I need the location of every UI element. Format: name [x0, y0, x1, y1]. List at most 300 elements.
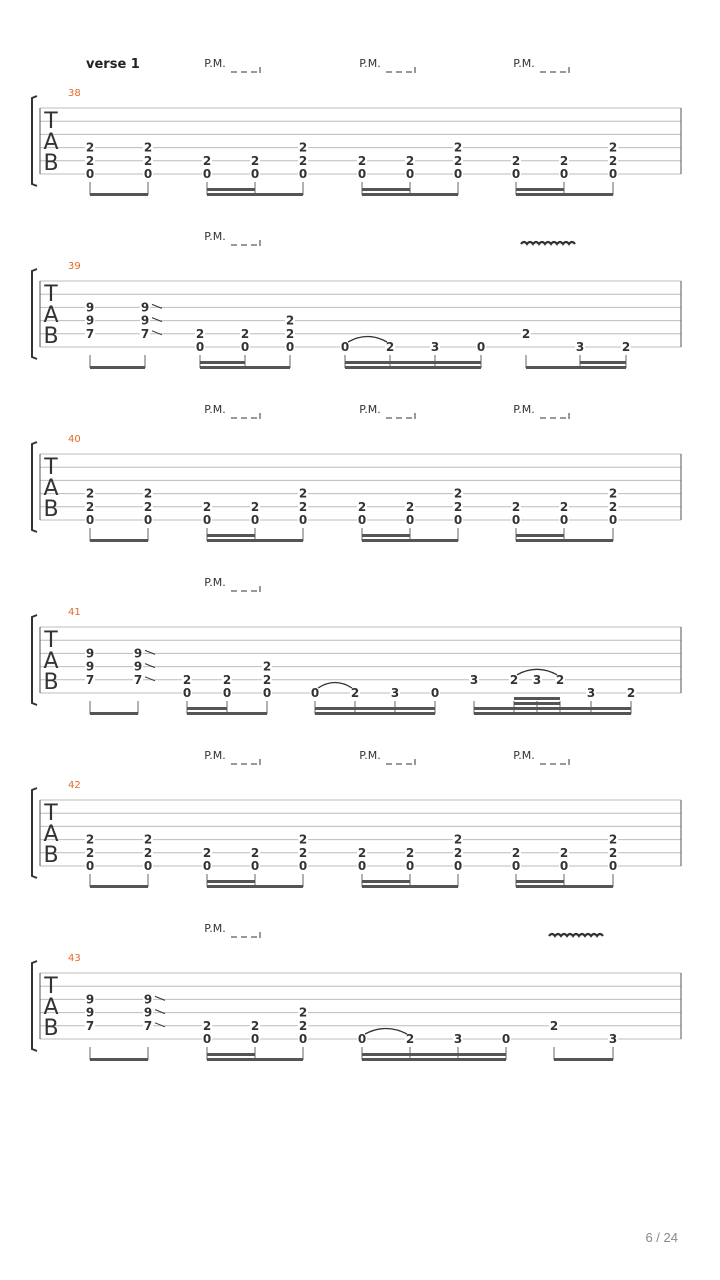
fret-number: 0 — [476, 340, 486, 354]
fret-number: 2 — [357, 499, 367, 514]
vibrato-mark — [549, 934, 603, 936]
fret-number: 0 — [405, 167, 415, 181]
beam — [516, 539, 613, 542]
fret-number: 3 — [430, 340, 440, 354]
note-column — [298, 141, 308, 181]
fret-number: 2 — [405, 1032, 415, 1046]
tab-letter-b: B — [43, 1016, 59, 1041]
beam — [207, 885, 303, 888]
beam-secondary — [362, 1053, 506, 1056]
note-column — [608, 487, 618, 527]
fret-number: 2 — [143, 499, 153, 514]
note-column — [202, 500, 212, 527]
note-column — [469, 673, 479, 687]
fret-number: 2 — [626, 686, 636, 700]
tab-system-39 — [32, 230, 681, 369]
bar-number: 40 — [68, 434, 81, 445]
note-column — [511, 154, 521, 181]
fret-number: 0 — [501, 1032, 511, 1046]
fret-number: 2 — [222, 672, 232, 687]
fret-number: 2 — [298, 1018, 308, 1033]
fret-number: 2 — [511, 499, 521, 514]
note-column — [85, 833, 95, 873]
tab-letter-t: T — [44, 282, 58, 307]
fret-number: 2 — [143, 153, 153, 168]
beam — [526, 366, 626, 369]
fret-number: 9 — [85, 300, 95, 315]
palm-mute-extension — [386, 413, 415, 423]
fret-number: 0 — [340, 340, 350, 354]
beam — [554, 1058, 613, 1061]
note-column — [202, 846, 212, 873]
beam — [90, 885, 148, 888]
beam-sub — [516, 534, 564, 537]
beam — [362, 885, 458, 888]
bar-number: 42 — [68, 780, 81, 791]
note-column — [202, 154, 212, 181]
fret-number: 0 — [85, 859, 95, 873]
beam-sub — [362, 188, 410, 191]
beam — [90, 366, 145, 369]
fret-number: 2 — [509, 672, 519, 687]
beam — [90, 712, 138, 715]
palm-mute-extension — [540, 67, 569, 77]
fret-number: 3 — [586, 686, 596, 700]
fret-number: 2 — [608, 140, 618, 155]
note-column — [250, 154, 260, 181]
fret-number: 0 — [202, 513, 212, 527]
fret-number: 0 — [195, 340, 205, 354]
tab-system-43 — [32, 922, 681, 1061]
beam — [90, 193, 148, 196]
tab-system-41 — [32, 576, 681, 715]
note-column — [532, 673, 542, 687]
fret-number: 0 — [559, 513, 569, 527]
palm-mute-label: P.M. — [204, 57, 226, 70]
palm-mute-label: P.M. — [359, 57, 381, 70]
beam — [90, 1058, 148, 1061]
beam-secondary — [315, 707, 435, 710]
fret-number: 2 — [85, 153, 95, 168]
fret-number: 0 — [85, 167, 95, 181]
fret-number: 0 — [511, 859, 521, 873]
fret-number: 9 — [140, 313, 150, 328]
note-column — [511, 500, 521, 527]
beam — [345, 366, 481, 369]
beam — [207, 193, 303, 196]
palm-mute-label: P.M. — [513, 57, 535, 70]
fret-number: 9 — [143, 992, 153, 1007]
fret-number: 2 — [559, 845, 569, 860]
fret-number: 0 — [405, 859, 415, 873]
note-column — [143, 141, 153, 181]
fret-number: 0 — [608, 513, 618, 527]
beam-sub — [362, 534, 410, 537]
fret-number: 0 — [357, 1032, 367, 1046]
fret-number: 0 — [202, 859, 212, 873]
note-column — [453, 487, 463, 527]
bar-number: 38 — [68, 88, 81, 99]
tab-letter-a: A — [43, 476, 59, 501]
section-label-verse-1: verse 1 — [86, 57, 140, 72]
fret-number: 2 — [608, 832, 618, 847]
note-column — [85, 487, 95, 527]
note-column — [608, 833, 618, 873]
fret-number: 7 — [85, 326, 95, 341]
tab-letter-t: T — [44, 974, 58, 999]
beam — [362, 1058, 506, 1061]
fret-number: 2 — [202, 153, 212, 168]
fret-number: 2 — [357, 153, 367, 168]
note-column — [143, 833, 153, 873]
fret-number: 2 — [250, 499, 260, 514]
fret-number: 2 — [453, 499, 463, 514]
fret-number: 0 — [250, 1032, 260, 1046]
note-column — [626, 686, 636, 700]
beam — [362, 193, 458, 196]
fret-number: 2 — [143, 832, 153, 847]
fret-number: 2 — [521, 326, 531, 341]
tab-letter-b: B — [43, 843, 59, 868]
fret-number: 0 — [559, 167, 569, 181]
fret-number: 2 — [85, 832, 95, 847]
palm-mute-extension — [231, 759, 260, 769]
beam — [516, 885, 613, 888]
note-column — [405, 500, 415, 527]
palm-mute-label: P.M. — [513, 403, 535, 416]
fret-number: 2 — [511, 153, 521, 168]
note-column — [285, 314, 295, 354]
fret-number: 0 — [357, 167, 367, 181]
beam-sub — [207, 880, 255, 883]
fret-number: 2 — [202, 1018, 212, 1033]
note-column — [586, 686, 596, 700]
fret-number: 9 — [140, 300, 150, 315]
fret-number: 2 — [608, 499, 618, 514]
fret-number: 2 — [143, 486, 153, 501]
system-bracket — [32, 442, 37, 532]
fret-number: 0 — [430, 686, 440, 700]
fret-number: 0 — [357, 513, 367, 527]
fret-number: 3 — [469, 672, 479, 687]
beam — [207, 539, 303, 542]
palm-mute-label: P.M. — [204, 403, 226, 416]
fret-number: 2 — [143, 140, 153, 155]
fret-number: 2 — [250, 1018, 260, 1033]
note-column — [298, 487, 308, 527]
fret-number: 2 — [240, 326, 250, 341]
note-column — [559, 154, 569, 181]
fret-number: 2 — [250, 153, 260, 168]
fret-number: 3 — [390, 686, 400, 700]
beam — [516, 193, 613, 196]
note-column — [298, 833, 308, 873]
fret-number: 2 — [85, 499, 95, 514]
note-column — [511, 846, 521, 873]
note-column — [453, 141, 463, 181]
fret-number: 9 — [85, 1005, 95, 1020]
note-column — [430, 340, 440, 354]
note-column — [501, 1032, 511, 1046]
system-bracket — [32, 615, 37, 705]
note-column — [182, 673, 192, 700]
fret-number: 2 — [250, 845, 260, 860]
fret-number: 2 — [298, 845, 308, 860]
fret-number: 3 — [608, 1032, 618, 1046]
fret-number: 0 — [182, 686, 192, 700]
fret-number: 9 — [85, 659, 95, 674]
beam-secondary — [474, 707, 631, 710]
beam-sub — [516, 188, 564, 191]
fret-number: 2 — [182, 672, 192, 687]
system-bracket — [32, 96, 37, 186]
beam — [474, 712, 631, 715]
note-column — [250, 1019, 260, 1046]
fret-number: 3 — [453, 1032, 463, 1046]
palm-mute-label: P.M. — [204, 230, 226, 243]
fret-number: 9 — [133, 659, 143, 674]
fret-number: 0 — [202, 1032, 212, 1046]
fret-number: 0 — [511, 513, 521, 527]
fret-number: 2 — [298, 153, 308, 168]
bar-number: 43 — [68, 953, 81, 964]
beam — [200, 366, 290, 369]
beam — [315, 712, 435, 715]
note-column — [85, 646, 95, 686]
beam-sub — [207, 1053, 255, 1056]
beam-secondary — [345, 361, 481, 364]
fret-number: 2 — [453, 140, 463, 155]
tie-arc — [365, 1029, 407, 1035]
palm-mute-extension — [231, 413, 260, 423]
tab-letter-a: A — [43, 995, 59, 1020]
note-column — [608, 1032, 618, 1046]
note-column — [222, 673, 232, 700]
palm-mute-label: P.M. — [359, 749, 381, 762]
fret-number: 2 — [285, 313, 295, 328]
palm-mute-extension — [231, 240, 260, 250]
fret-number: 2 — [298, 832, 308, 847]
fret-number: 2 — [285, 326, 295, 341]
bar-number: 41 — [68, 607, 81, 618]
fret-number: 0 — [202, 167, 212, 181]
beam-sub — [187, 707, 227, 710]
palm-mute-extension — [540, 413, 569, 423]
note-column — [430, 686, 440, 700]
fret-number: 2 — [298, 499, 308, 514]
note-column — [453, 1032, 463, 1046]
beam-sub — [207, 188, 255, 191]
note-column — [250, 846, 260, 873]
tab-system-38 — [32, 57, 681, 196]
tab-letter-a: A — [43, 130, 59, 155]
note-column — [621, 340, 631, 354]
tab-system-42 — [32, 749, 681, 888]
beam — [187, 712, 267, 715]
bar-number: 39 — [68, 261, 81, 272]
tab-letter-a: A — [43, 303, 59, 328]
page-number: 6 / 24 — [645, 1230, 678, 1245]
fret-number: 0 — [250, 859, 260, 873]
note-column — [521, 327, 531, 341]
system-bracket — [32, 961, 37, 1051]
fret-number: 0 — [222, 686, 232, 700]
fret-number: 2 — [549, 1018, 559, 1033]
fret-number: 0 — [240, 340, 250, 354]
tab-letter-b: B — [43, 497, 59, 522]
palm-mute-extension — [231, 67, 260, 77]
fret-number: 0 — [143, 859, 153, 873]
fret-number: 2 — [453, 845, 463, 860]
note-column — [357, 500, 367, 527]
note-column — [240, 327, 250, 354]
fret-number: 0 — [608, 859, 618, 873]
note-column — [195, 327, 205, 354]
fret-number: 0 — [453, 859, 463, 873]
fret-number: 2 — [559, 499, 569, 514]
fret-number: 7 — [85, 672, 95, 687]
note-column — [405, 846, 415, 873]
beam — [362, 539, 458, 542]
tab-letter-b: B — [43, 151, 59, 176]
tab-system-40 — [32, 403, 681, 542]
fret-number: 2 — [195, 326, 205, 341]
fret-number: 0 — [511, 167, 521, 181]
note-column — [357, 846, 367, 873]
palm-mute-extension — [386, 759, 415, 769]
note-column — [453, 833, 463, 873]
system-bracket — [32, 269, 37, 359]
fret-number: 2 — [262, 659, 272, 674]
fret-number: 3 — [532, 672, 542, 687]
note-column — [559, 500, 569, 527]
fret-number: 2 — [143, 845, 153, 860]
fret-number: 0 — [559, 859, 569, 873]
palm-mute-label: P.M. — [204, 576, 226, 589]
fret-number: 7 — [85, 1018, 95, 1033]
tab-letter-t: T — [44, 455, 58, 480]
fret-number: 2 — [559, 153, 569, 168]
note-column — [405, 154, 415, 181]
fret-number: 2 — [85, 845, 95, 860]
beam-sub — [362, 880, 410, 883]
fret-number: 9 — [133, 646, 143, 661]
note-column — [476, 340, 486, 354]
fret-number: 2 — [608, 153, 618, 168]
note-column — [143, 487, 153, 527]
fret-number: 0 — [298, 859, 308, 873]
tab-letter-b: B — [43, 670, 59, 695]
note-column — [608, 141, 618, 181]
fret-number: 2 — [202, 499, 212, 514]
palm-mute-label: P.M. — [513, 749, 535, 762]
fret-number: 2 — [262, 672, 272, 687]
fret-number: 2 — [85, 140, 95, 155]
tie-arc — [318, 683, 352, 689]
fret-number: 2 — [202, 845, 212, 860]
fret-number: 0 — [298, 167, 308, 181]
fret-number: 2 — [453, 153, 463, 168]
beam-sub — [514, 702, 560, 705]
fret-number: 2 — [405, 499, 415, 514]
fret-number: 7 — [143, 1018, 153, 1033]
fret-number: 2 — [453, 486, 463, 501]
beam — [207, 1058, 303, 1061]
tab-letter-a: A — [43, 649, 59, 674]
beam — [90, 539, 148, 542]
palm-mute-label: P.M. — [204, 922, 226, 935]
fret-number: 0 — [85, 513, 95, 527]
fret-number: 0 — [453, 513, 463, 527]
palm-mute-extension — [540, 759, 569, 769]
fret-number: 0 — [298, 1032, 308, 1046]
fret-number: 2 — [453, 832, 463, 847]
tie-arc — [348, 337, 387, 343]
fret-number: 0 — [310, 686, 320, 700]
fret-number: 0 — [405, 513, 415, 527]
fret-number: 2 — [608, 845, 618, 860]
fret-number: 2 — [298, 486, 308, 501]
note-column — [262, 660, 272, 700]
fret-number: 0 — [298, 513, 308, 527]
fret-number: 2 — [298, 1005, 308, 1020]
tab-letter-a: A — [43, 822, 59, 847]
note-column — [85, 141, 95, 181]
beam-sub — [580, 361, 626, 364]
note-column — [390, 686, 400, 700]
fret-number: 2 — [298, 140, 308, 155]
fret-number: 0 — [608, 167, 618, 181]
fret-number: 2 — [555, 672, 565, 687]
palm-mute-label: P.M. — [204, 749, 226, 762]
tab-letter-t: T — [44, 109, 58, 134]
fret-number: 0 — [262, 686, 272, 700]
fret-number: 2 — [385, 340, 395, 354]
note-column — [575, 340, 585, 354]
note-column — [357, 154, 367, 181]
fret-number: 0 — [250, 167, 260, 181]
note-column — [202, 1019, 212, 1046]
beam-sub — [207, 534, 255, 537]
fret-number: 9 — [85, 646, 95, 661]
fret-number: 2 — [405, 845, 415, 860]
fret-number: 2 — [511, 845, 521, 860]
fret-number: 0 — [143, 513, 153, 527]
beam-sub — [516, 880, 564, 883]
fret-number: 0 — [285, 340, 295, 354]
fret-number: 7 — [133, 672, 143, 687]
fret-number: 2 — [621, 340, 631, 354]
palm-mute-extension — [231, 932, 260, 942]
fret-number: 3 — [575, 340, 585, 354]
note-column — [298, 1006, 308, 1046]
note-column — [85, 300, 95, 340]
tab-letter-t: T — [44, 801, 58, 826]
vibrato-mark — [521, 242, 575, 244]
system-bracket — [32, 788, 37, 878]
fret-number: 2 — [405, 153, 415, 168]
fret-number: 0 — [453, 167, 463, 181]
palm-mute-label: P.M. — [359, 403, 381, 416]
fret-number: 9 — [85, 992, 95, 1007]
beam-sub — [514, 697, 560, 700]
fret-number: 9 — [143, 1005, 153, 1020]
note-column — [250, 500, 260, 527]
beam-sub — [200, 361, 245, 364]
note-column — [549, 1019, 559, 1033]
fret-number: 2 — [608, 486, 618, 501]
fret-number: 0 — [357, 859, 367, 873]
